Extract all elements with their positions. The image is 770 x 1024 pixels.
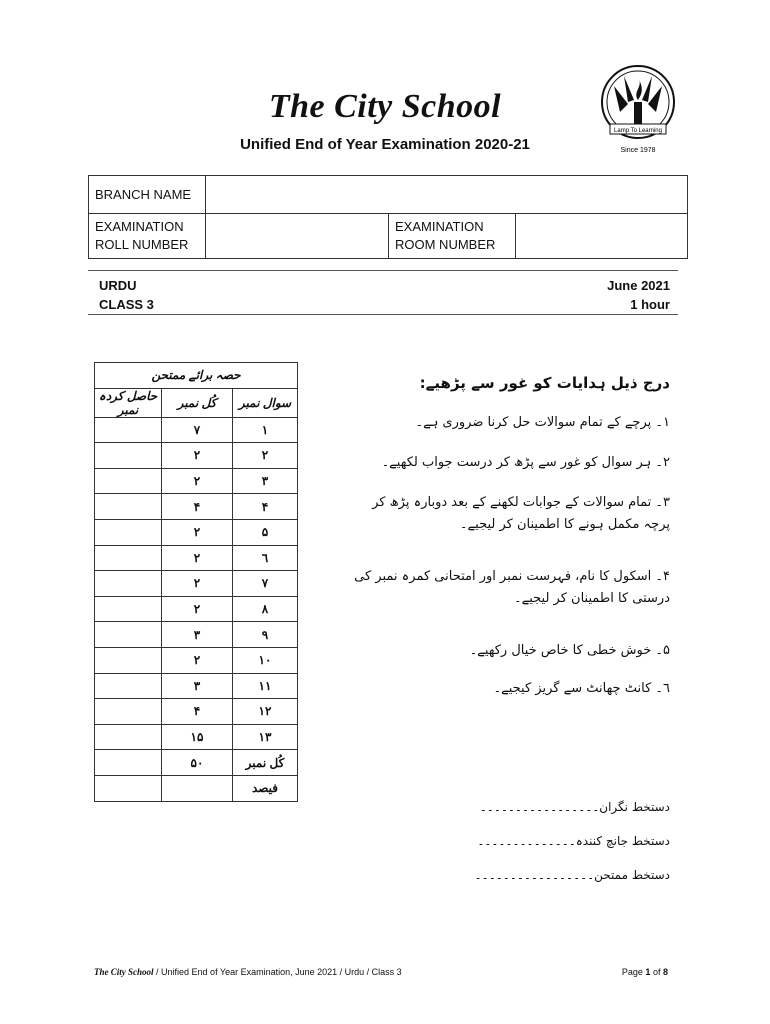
obtained-marks-field[interactable] xyxy=(95,519,162,545)
obtained-marks-field[interactable] xyxy=(95,545,162,571)
question-number: ١ xyxy=(233,417,298,443)
total-marks: ١۵ xyxy=(162,724,233,750)
room-label-line2: ROOM NUMBER xyxy=(395,237,496,252)
logo-since: Since 1978 xyxy=(620,147,656,154)
col-obtained-marks: حاصل کردہ نمبر xyxy=(95,388,162,417)
school-logo xyxy=(598,64,678,160)
total-obtained-field[interactable] xyxy=(95,750,162,776)
obtained-marks-field[interactable] xyxy=(95,699,162,725)
total-marks: ٢ xyxy=(162,519,233,545)
page-current: 1 xyxy=(645,967,651,977)
page-indicator xyxy=(622,967,668,977)
table-row xyxy=(95,673,298,699)
top-divider xyxy=(88,270,678,271)
total-marks: ٢ xyxy=(162,468,233,494)
table-row xyxy=(95,622,298,648)
checker-signature-line[interactable]: دستخط جانچ کنندہ۔۔۔۔۔۔۔۔۔۔۔۔۔۔ xyxy=(477,834,670,848)
question-number: ١٣ xyxy=(233,724,298,750)
footer-brand: The City School xyxy=(94,967,154,977)
obtained-marks-field[interactable] xyxy=(95,417,162,443)
total-marks: ٢ xyxy=(162,545,233,571)
marks-table-title: حصہ برائے ممتحن xyxy=(95,363,298,389)
roll-label-line2: ROLL NUMBER xyxy=(95,237,189,252)
examiner-signature-line[interactable]: دستخط ممتحن۔۔۔۔۔۔۔۔۔۔۔۔۔۔۔۔۔ xyxy=(474,868,670,882)
footer-text xyxy=(94,967,402,977)
col-question-number: سوال نمبر xyxy=(233,388,298,417)
instructions-heading: درج ذیل ہدایات کو غور سے پڑھیے: xyxy=(419,374,670,392)
question-number: ١٠ xyxy=(233,647,298,673)
obtained-marks-field[interactable] xyxy=(95,494,162,520)
percentage-total-cell xyxy=(162,775,233,801)
branch-name-label: BRANCH NAME xyxy=(89,176,206,214)
exam-date: June 2021 xyxy=(607,278,670,293)
total-marks: ٣ xyxy=(162,622,233,648)
table-row xyxy=(95,468,298,494)
question-number: ٦ xyxy=(233,545,298,571)
table-row xyxy=(95,519,298,545)
room-number-label xyxy=(389,214,516,259)
obtained-marks-field[interactable] xyxy=(95,468,162,494)
instruction-item: ۵۔ خوش خطی کا خاص خیال رکھیے۔ xyxy=(469,643,670,658)
obtained-marks-field[interactable] xyxy=(95,647,162,673)
table-row xyxy=(95,699,298,725)
total-marks: ٢ xyxy=(162,596,233,622)
roll-number-field[interactable] xyxy=(206,214,389,259)
question-number: ٨ xyxy=(233,596,298,622)
total-row xyxy=(95,750,298,776)
examiner-marks-table xyxy=(94,362,298,802)
question-number: ٧ xyxy=(233,571,298,597)
subject-block xyxy=(99,276,154,314)
bottom-divider xyxy=(88,314,678,315)
percentage-row xyxy=(95,775,298,801)
question-number: ۴ xyxy=(233,494,298,520)
question-number: ۵ xyxy=(233,519,298,545)
instruction-item: ۴۔ اسکول کا نام، فہرست نمبر اور امتحانی کمرہ نمبر کی درستی کا اطمینان کر لیجیے۔ xyxy=(354,569,670,606)
table-row xyxy=(95,724,298,750)
page-label: Page xyxy=(621,967,643,977)
percentage-field[interactable] xyxy=(95,775,162,801)
total-marks: ٢ xyxy=(162,443,233,469)
instruction-item: ٦۔ کانٹ چھانٹ سے گریز کیجیے۔ xyxy=(493,681,670,696)
total-value: ۵٠ xyxy=(162,750,233,776)
invigilator-signature-line[interactable]: دستخط نگران۔۔۔۔۔۔۔۔۔۔۔۔۔۔۔۔۔ xyxy=(479,800,670,814)
page-of: of xyxy=(652,967,661,977)
question-number: ٩ xyxy=(233,622,298,648)
table-row xyxy=(95,417,298,443)
instruction-item: ٣۔ تمام سوالات کے جوابات لکھنے کے بعد دوبارہ پڑھ کر پرچہ مکمل ہونے کا اطمینان کر لیجیے۔ xyxy=(372,495,670,532)
table-row xyxy=(95,545,298,571)
question-number: ٣ xyxy=(233,468,298,494)
class-label: CLASS 3 xyxy=(99,297,154,312)
room-number-field[interactable] xyxy=(516,214,688,259)
roll-label-line1: EXAMINATION xyxy=(95,219,184,234)
question-number: ١٢ xyxy=(233,699,298,725)
total-marks: ٢ xyxy=(162,571,233,597)
school-title: The City School xyxy=(268,88,502,125)
total-marks: ۴ xyxy=(162,699,233,725)
percentage-label: فیصد xyxy=(233,775,298,801)
question-number: ٢ xyxy=(233,443,298,469)
date-block xyxy=(607,276,670,314)
footer-exam-info: / Unified End of Year Examination, June 2021 / Urdu / Class 3 xyxy=(156,967,402,977)
table-row xyxy=(95,647,298,673)
table-row xyxy=(95,571,298,597)
subject-label: URDU xyxy=(99,278,137,293)
total-marks: ٢ xyxy=(162,647,233,673)
instruction-item: ٢۔ ہر سوال کو غور سے پڑھ کر درست جواب لکھیے۔ xyxy=(381,455,670,470)
branch-name-field[interactable] xyxy=(206,176,688,214)
obtained-marks-field[interactable] xyxy=(95,622,162,648)
roll-number-label xyxy=(89,214,206,259)
col-total-marks: کُل نمبر xyxy=(162,388,233,417)
candidate-info-table xyxy=(88,175,688,259)
total-marks: ٧ xyxy=(162,417,233,443)
obtained-marks-field[interactable] xyxy=(95,571,162,597)
question-number: ١١ xyxy=(233,673,298,699)
table-row xyxy=(95,443,298,469)
room-label-line1: EXAMINATION xyxy=(395,219,484,234)
table-row xyxy=(95,596,298,622)
obtained-marks-field[interactable] xyxy=(95,673,162,699)
obtained-marks-field[interactable] xyxy=(95,724,162,750)
exam-duration: 1 hour xyxy=(630,297,670,312)
obtained-marks-field[interactable] xyxy=(95,443,162,469)
page-total: 8 xyxy=(662,967,668,977)
table-row xyxy=(95,494,298,520)
instruction-item: ١۔ پرچے کے تمام سوالات حل کرنا ضروری ہے۔ xyxy=(415,415,670,430)
total-marks: ٣ xyxy=(162,673,233,699)
exam-title: Unified End of Year Examination 2020-21 xyxy=(240,136,530,153)
total-label: کُل نمبر xyxy=(233,750,298,776)
obtained-marks-field[interactable] xyxy=(95,596,162,622)
logo-motto: Lamp To Learning xyxy=(614,128,662,134)
total-marks: ۴ xyxy=(162,494,233,520)
